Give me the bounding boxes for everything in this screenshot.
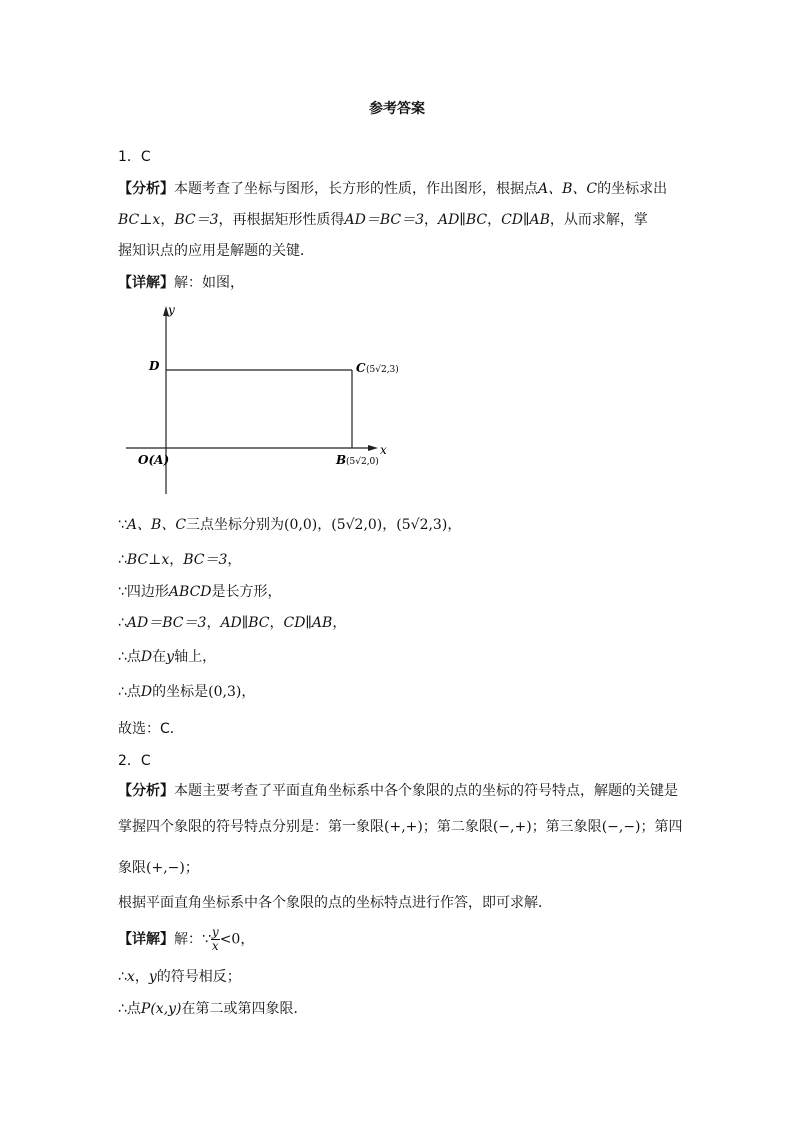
math-expr: D (140, 684, 153, 700)
text: 在第二或第四象限． (181, 1001, 308, 1017)
q2-analysis-line-2 (118, 816, 683, 836)
therefore-symbol: ∴ (118, 969, 127, 985)
text: ；第二象限 (422, 819, 493, 835)
math-expr: A、B、C (126, 517, 187, 533)
q2-detail-line-2 (118, 966, 241, 986)
text: 在 (152, 649, 167, 665)
math-expr: P(x,y) (140, 1001, 182, 1017)
punct: ， (269, 615, 284, 631)
q1-step-3 (118, 581, 282, 601)
fraction-y-over-x (211, 926, 220, 953)
q2-analysis-line-3 (118, 857, 199, 877)
fraction-denominator: x (211, 939, 219, 953)
punct: ， (317, 517, 332, 533)
coordinate-figure (118, 298, 418, 498)
math-expr: (−,+) (492, 819, 532, 835)
q1-detail-text: 解：如图， (174, 275, 244, 291)
math-expr: (0,3) (208, 684, 242, 700)
q2-answer: 2．C (118, 753, 151, 769)
punct: ， (382, 517, 397, 533)
therefore-symbol: ∴ (118, 552, 127, 568)
punct: ， (332, 615, 347, 631)
punct: ， (169, 552, 184, 568)
math-expr: (−,−) (601, 819, 641, 835)
punct: ， (241, 684, 256, 700)
math-expr: D (140, 649, 153, 665)
math-expr: (+,+) (384, 819, 423, 835)
y-axis-label: y (168, 303, 175, 317)
math-expr: y (148, 969, 157, 985)
text: ∵四边形 (118, 584, 169, 600)
q2-analysis-tag: 【分析】 (118, 783, 174, 799)
point-o-label: O(A) (138, 453, 170, 467)
punct: ， (227, 552, 242, 568)
q1-analysis-line-3: 握知识点的应用是解题的关键． (118, 243, 314, 259)
q1-analysis-line-2 (118, 209, 648, 229)
math-expr: BC＝3 (174, 212, 219, 228)
q1-analysis-tag: 【分析】 (118, 181, 174, 197)
math-expr: AD∥BC (438, 212, 488, 228)
text: 三点坐标分别为 (186, 517, 285, 533)
q1-answer-choice: 故选：C． (118, 721, 184, 737)
math-expr: (5√2,0) (331, 517, 383, 533)
q2-detail-line-1 (118, 926, 254, 953)
math-expr: BC⊥x (126, 552, 170, 568)
x-axis-arrow (368, 445, 378, 451)
point-c-label: C (356, 361, 366, 375)
text: 本题主要考查了平面直角坐标系中各个象限的点的坐标的符号特点，解题的关键是 (174, 783, 678, 799)
math-expr: (0,0) (284, 517, 318, 533)
page-title: 参考答案 (369, 101, 425, 117)
q1-step-4 (118, 612, 346, 632)
math-expr: ABCD (168, 584, 212, 600)
text: 象限 (118, 860, 146, 876)
text: 是长方形， (211, 584, 282, 600)
q1-analysis-text: 的坐标求出 (597, 181, 668, 197)
text: 掌握四个象限的符号特点分别是：第一象限 (118, 819, 384, 835)
punct: ， (424, 212, 439, 228)
math-expr: CD∥AB (501, 212, 550, 228)
math-expr: AD＝BC＝3 (126, 615, 207, 631)
q2-analysis-line-1 (118, 780, 678, 800)
fraction-numerator: y (211, 925, 219, 939)
text: ，从而求解，掌 (549, 212, 648, 228)
text: 轴上， (174, 649, 217, 665)
q2-detail-tag: 【详解】 (118, 931, 174, 948)
math-expr: (+,−) (146, 860, 185, 876)
punct: ， (447, 517, 462, 533)
point-d-label: D (149, 359, 160, 373)
punct: ， (160, 212, 175, 228)
text: 的符号相反； (156, 969, 241, 985)
math-expr: CD∥AB (283, 615, 333, 631)
text: ∴点 (118, 649, 141, 665)
x-axis-label: x (380, 443, 387, 457)
punct: ； (184, 860, 199, 876)
math-expr: (5√2,3) (396, 517, 448, 533)
q1-step-1 (118, 514, 461, 534)
q2-detail-line-3 (118, 998, 308, 1018)
q2-analysis-line-4: 根据平面直角坐标系中各个象限的点的坐标特点进行作答，即可求解． (118, 895, 552, 911)
q1-analysis-text: 本题考查了坐标与图形，长方形的性质，作出图形，根据点 (174, 181, 538, 197)
text: ；第三象限 (531, 819, 602, 835)
q1-answer: 1．C (118, 149, 151, 165)
text: ∴点 (118, 1001, 141, 1017)
math-expr: BC⊥x (118, 212, 161, 228)
q1-detail-tag: 【详解】 (118, 275, 174, 291)
punct: ， (487, 212, 502, 228)
q1-step-2 (118, 549, 241, 569)
point-b-label: B (336, 453, 347, 467)
q1-points: A、B、C (538, 181, 598, 197)
because-symbol: ∵ (118, 517, 127, 533)
q1-step-6 (118, 681, 255, 701)
q1-step-5 (118, 646, 216, 666)
punct: ， (134, 969, 149, 985)
text: ；第四 (640, 819, 683, 835)
text: 解：∵ (174, 931, 211, 948)
q1-analysis-line-1 (118, 178, 667, 198)
therefore-symbol: ∴ (118, 615, 127, 631)
point-b-coord: (5√2,0) (346, 457, 379, 467)
q1-detail-line (118, 272, 244, 292)
text: ∴点 (118, 684, 141, 700)
punct: ， (206, 615, 221, 631)
math-expr: AD＝BC＝3 (344, 212, 425, 228)
math-expr: AD∥BC (220, 615, 270, 631)
math-expr: BC＝3 (183, 552, 228, 568)
math-expr: y (166, 649, 175, 665)
text: ，再根据矩形性质得 (218, 212, 345, 228)
math-expr: <0， (219, 931, 255, 948)
point-c-coord: (5√2,3) (366, 365, 399, 375)
text: 的坐标是 (152, 684, 209, 700)
math-expr: x (126, 969, 135, 985)
